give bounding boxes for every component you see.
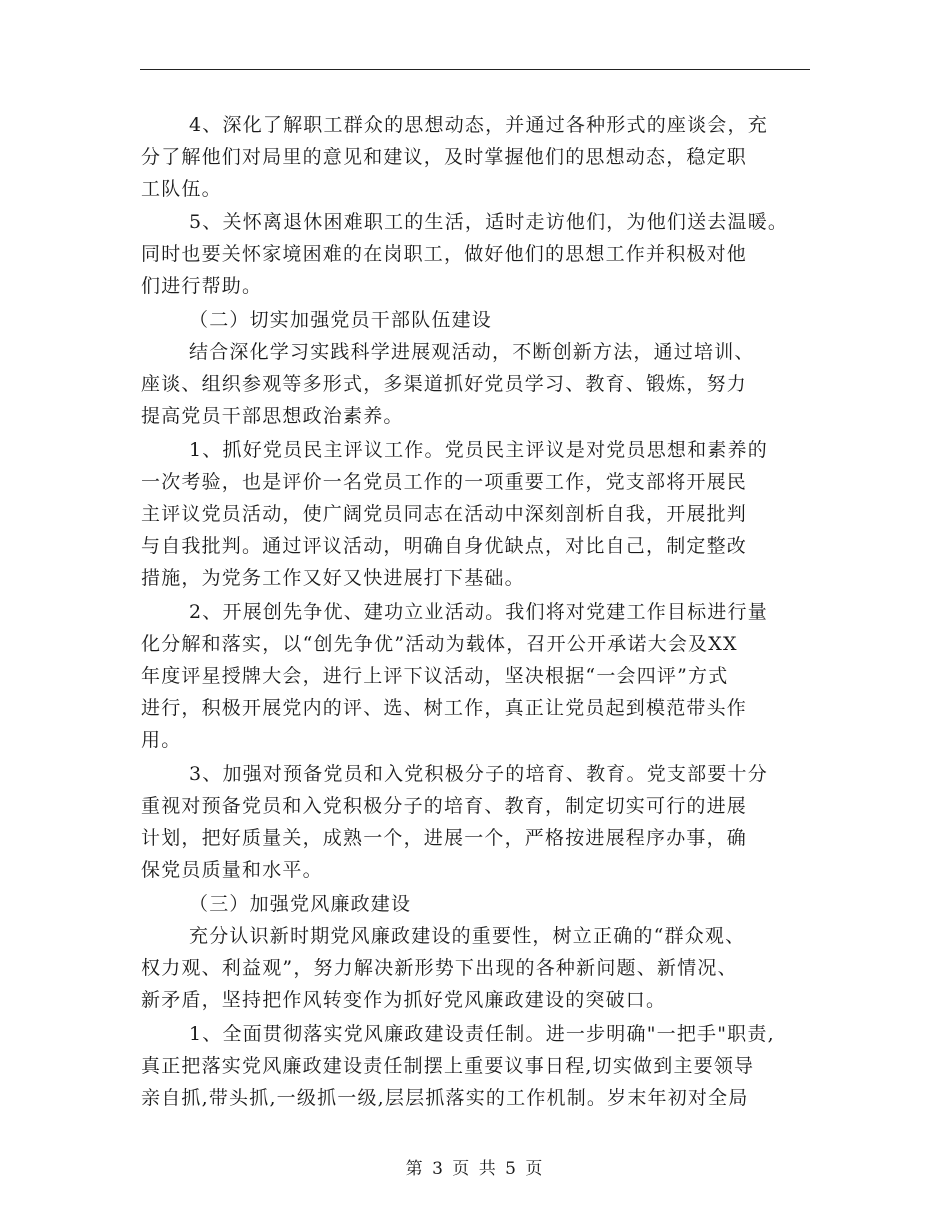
text-line: 分了解他们对局里的意见和建议，及时掌握他们的思想动态，稳定职 — [141, 146, 748, 168]
text-line: 新矛盾，坚持把作风转变作为抓好党风廉政建设的突破口。 — [141, 989, 667, 1011]
text-line: 与自我批判。通过评议活动，明确自身优缺点，对比自己，制定整改 — [141, 535, 748, 557]
text-line: 5、关怀离退休困难职工的生活，适时走访他们，为他们送去温暖。 — [189, 211, 789, 233]
text-line: 3、加强对预备党员和入党积极分子的培育、教育。党支部要十分 — [189, 763, 768, 785]
text-line: 同时也要关怀家境困难的在岗职工，做好他们的思想工作并积极对他 — [141, 243, 748, 265]
text-line: 进行，积极开展党内的评、选、树工作，真正让党员起到模范带头作 — [141, 697, 748, 719]
text-line: 保党员质量和水平。 — [141, 859, 323, 881]
text-line: 1、全面贯彻落实党风廉政建设责任制。进一步明确"一把手"职责, — [189, 1023, 775, 1045]
text-line: 计划，把好质量关，成熟一个，进展一个，严格按进展程序办事，确 — [141, 827, 748, 849]
text-line: 用。 — [141, 729, 182, 751]
text-line: 权力观、利益观”，努力解决新形势下出现的各种新问题、新情况、 — [141, 957, 738, 979]
text-line: 一次考验，也是评价一名党员工作的一项重要工作，党支部将开展民 — [141, 471, 748, 493]
text-line: 年度评星授牌大会，进行上评下议活动，坚决根据“一会四评”方式 — [141, 665, 729, 687]
header-rule — [140, 69, 810, 70]
text-line: 提高党员干部思想政治素养。 — [141, 405, 404, 427]
text-line: 亲自抓,带头抓,一级抓一级,层层抓落实的工作机制。岁末年初对全局 — [141, 1087, 749, 1109]
text-line: 充分认识新时期党风廉政建设的重要性，树立正确的“群众观、 — [189, 925, 746, 947]
text-line: 2、开展创先争优、建功立业活动。我们将对党建工作目标进行量 — [189, 601, 768, 623]
text-line: 化分解和落实，以“创先争优”活动为载体，召开公开承诺大会及XX — [141, 633, 738, 655]
text-line: 4、深化了解职工群众的思想动态，并通过各种形式的座谈会，充 — [189, 114, 768, 136]
text-line: 结合深化学习实践科学进展观活动，不断创新方法，通过培训、 — [189, 341, 755, 363]
text-line: 座谈、组织参观等多形式，多渠道抓好党员学习、教育、锻炼，努力 — [141, 373, 748, 395]
text-line: 1、抓好党员民主评议工作。党员民主评议是对党员思想和素养的 — [189, 439, 768, 461]
text-line: 们进行帮助。 — [141, 275, 263, 297]
page-number-footer: 第 3 页 共 5 页 — [405, 1159, 545, 1179]
text-line: 工队伍。 — [141, 178, 222, 200]
text-line: 重视对预备党员和入党积极分子的培育、教育，制定切实可行的进展 — [141, 795, 748, 817]
section-heading: （二）切实加强党员干部队伍建设 — [189, 309, 493, 331]
text-line: 真正把落实党风廉政建设责任制摆上重要议事日程,切实做到主要领导 — [141, 1055, 755, 1077]
text-line: 措施，为党务工作又好又快进展打下基础。 — [141, 567, 525, 589]
text-line: 主评议党员活动，使广阔党员同志在活动中深刻剖析自我，开展批判 — [141, 503, 748, 525]
section-heading: （三）加强党风廉政建设 — [189, 893, 412, 915]
